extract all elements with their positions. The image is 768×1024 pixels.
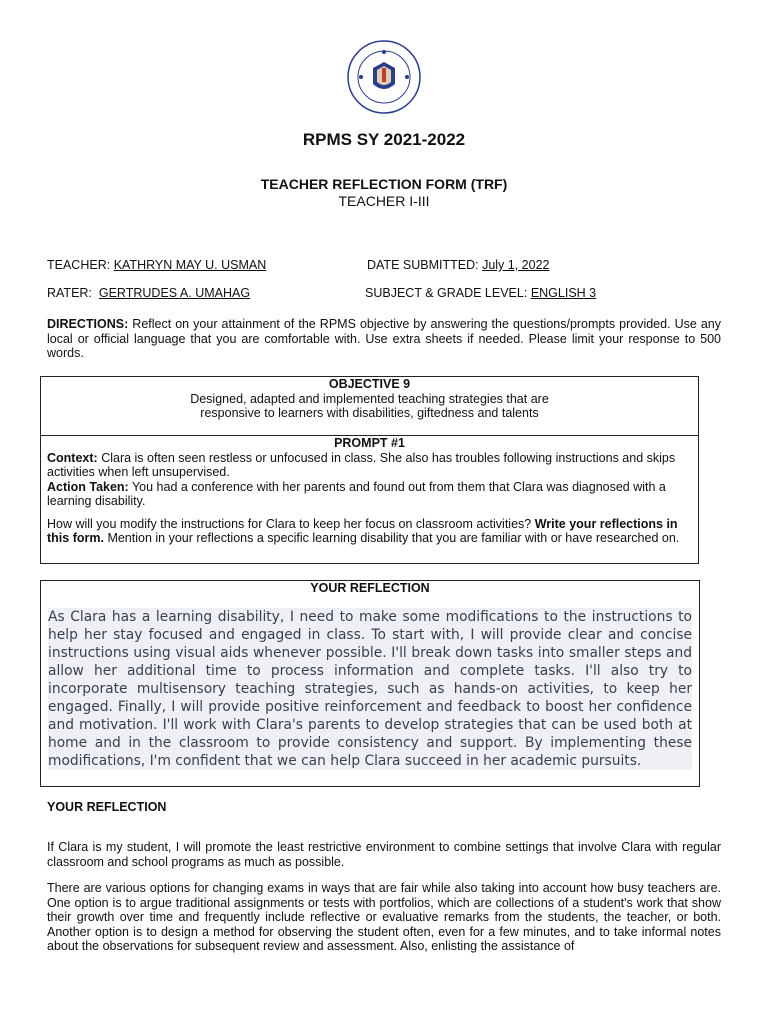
reflection-text: As Clara has a learning disability, I need to make some modifications to the instructions to help her stay focused and engaged in class. To start with, I will provide clear and concise instructions using visual aids whenever possible. I'll break down tasks into smaller steps and allow her additional time to process information and complete tasks. I'll also try to incorporate multisensory teaching strategies, such as hands-on activities, to keep her engaged. Finally, I will provide positive reinforcement and feedback to boost her confidence and motivation. I'll work with Clara's parents to develop strategies that can be used both at home and in the classroom to provide consistency and support. By implementing these modifications, I'm confident that we can help Clara succeed in her academic pursuits. (48, 609, 692, 769)
objective-line-1: Designed, adapted and implemented teaching strategies that are (190, 391, 549, 406)
teacher-field (47, 258, 266, 272)
subject-label: SUBJECT & GRADE LEVEL: (365, 286, 528, 300)
reflection-paragraph-1: If Clara is my student, I will promote the least restrictive environment to combine settings that involve Clara with regular classroom and school programs as much as possible. (47, 840, 721, 869)
question-text: How will you modify the instructions for Clara to keep her focus on classroom activities? (47, 516, 532, 531)
objective-box (40, 376, 699, 564)
directions (47, 317, 721, 361)
prompt-section (41, 436, 698, 546)
form-subtitle: TEACHER I-III (338, 193, 430, 209)
rater-value: GERTRUDES A. UMAHAG (98, 286, 251, 300)
teacher-label: TEACHER: (47, 258, 111, 272)
date-value: July 1, 2022 (482, 258, 550, 272)
reflection-heading: YOUR REFLECTION (310, 581, 430, 595)
prompt-context (47, 451, 692, 480)
context-text: Clara is often seen restless or unfocused in class. She also has troubles following instructions and skips activities when left unsupervised. (47, 450, 676, 479)
objective-section (41, 377, 698, 436)
prompt-heading: PROMPT #1 (334, 436, 405, 450)
question-bold: Write your reflections in this form. (47, 516, 678, 545)
teacher-value: KATHRYN MAY U. USMAN (113, 258, 267, 272)
directions-text: Reflect on your attainment of the RPMS objective by answering the questions/prompts provided. Use any local or official language that you are comfortable with. Use extra sheets if needed. Please limit your response to 500 words. (47, 317, 722, 360)
objective-heading: OBJECTIVE 9 (328, 377, 411, 391)
deped-seal-icon (347, 40, 421, 114)
rater-label: RATER: (47, 286, 92, 300)
subject-field (365, 286, 596, 300)
form-title: TEACHER REFLECTION FORM (TRF) (260, 176, 508, 192)
page-title: RPMS SY 2021-2022 (302, 130, 466, 149)
reflection-paragraph-2: There are various options for changing exams in ways that are fair while also taking into account how busy teachers are. One option is to argue traditional assignments or tests with portfolios, which are collections of a student's work that show their growth over time and frequently include reflective or evaluative remarks from the students, the teacher, or both. Another option is to design a method for observing the student often, even for a few minutes, and to take informal notes about the observations for subsequent review and assessment. Also, enlisting the assistance of (47, 881, 721, 953)
context-label: Context: (47, 450, 98, 465)
directions-label: DIRECTIONS: (47, 317, 129, 331)
action-label: Action Taken: (47, 479, 129, 494)
date-field (367, 258, 550, 272)
question-tail: Mention in your reflections a specific learning disability that you are familiar with or have researched on. (107, 531, 680, 545)
action-text: You had a conference with her parents and found out from them that Clara was diagnosed with a learning disability. (47, 479, 666, 508)
subject-value: ENGLISH 3 (530, 286, 597, 300)
reflection-heading-2: YOUR REFLECTION (47, 800, 167, 814)
date-label: DATE SUBMITTED: (367, 258, 479, 272)
prompt-question (47, 517, 692, 546)
reflection-box (40, 580, 700, 787)
prompt-action (47, 480, 692, 509)
rater-field (47, 286, 250, 300)
objective-line-2: responsive to learners with disabilities, giftedness and talents (200, 406, 539, 420)
